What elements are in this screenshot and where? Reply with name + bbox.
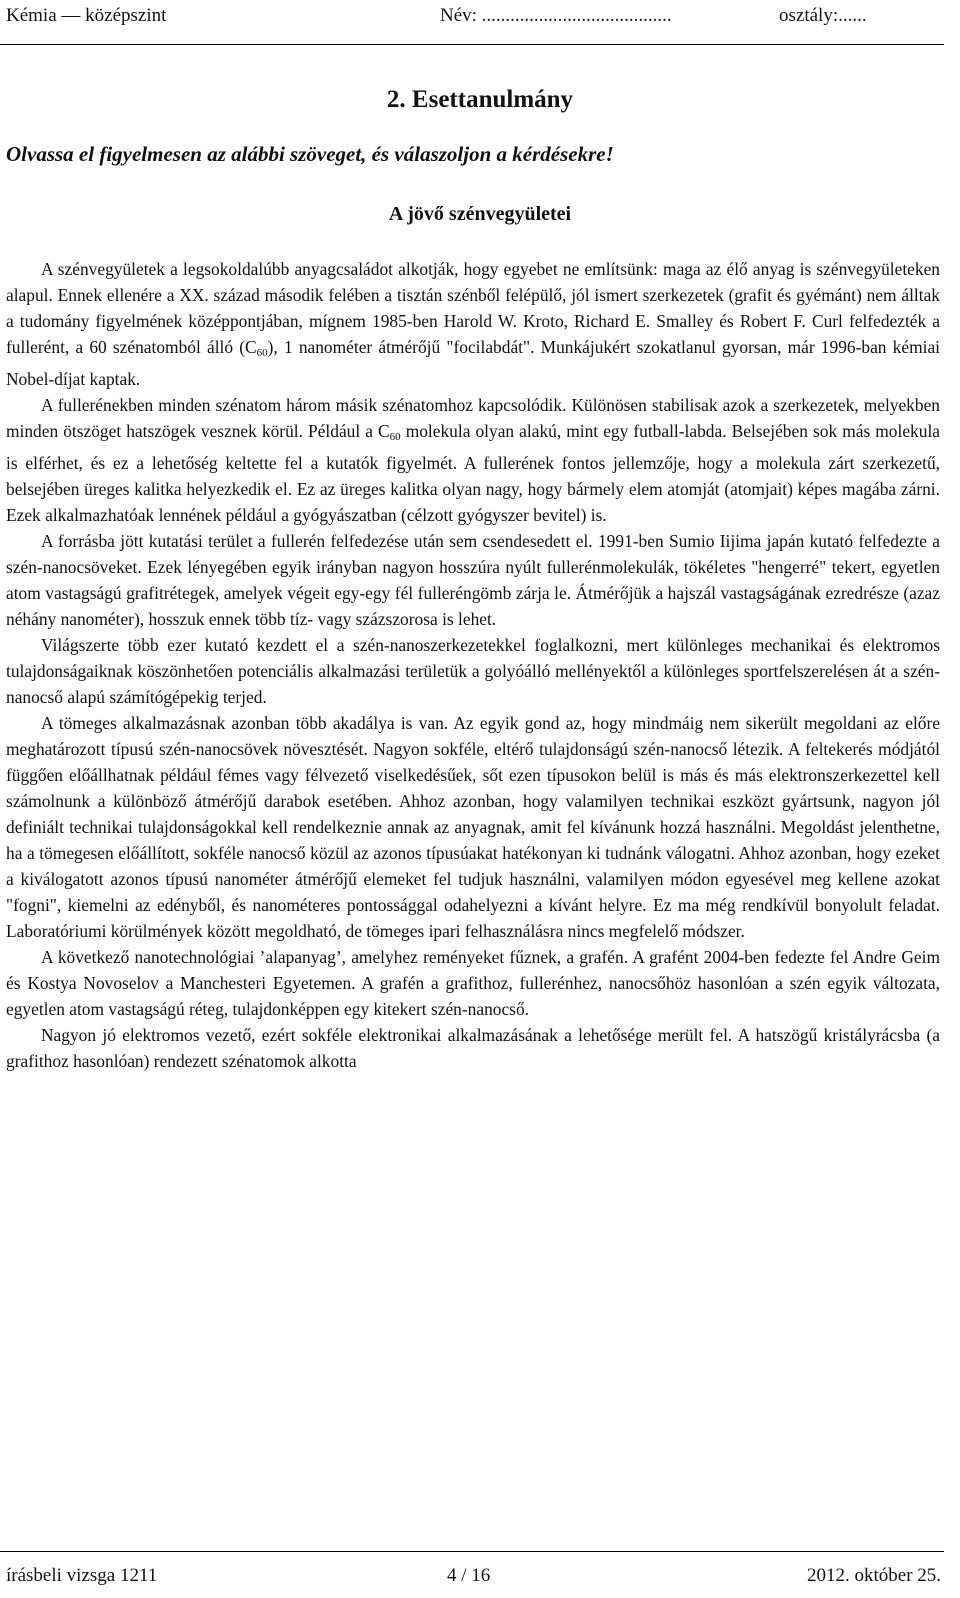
section-title: 2. Esettanulmány — [386, 86, 574, 113]
paragraph-1 — [6, 256, 940, 392]
paragraph-1-text-a: A szénvegyületek a legsokoldalúbb anyagcsaládot alkotják, hogy egyebet ne említsünk: maga az élő anyag is szénvegyületeken alapul. Ennek ellenére a XX. század második felében a tisztán szénből felépülő, jól ismert szerkezetek (grafit és gyémánt) nem álltak a tudomány figyelmének középpontjában, mígnem 1985-ben Harold W. Kroto, Richard E. Smalley és Robert F. Curl felfedezték a fullerént, a 60 szénatomból álló (C — [6, 259, 940, 357]
paragraph-4: Világszerte több ezer kutató kezdett el a szén-nanoszerkezetekkel foglalkozni, mert különleges mechanikai és elektromos tulajdonságaiknak köszönhetően potenciális alkalmazási területük a golyóálló mellényektől a különleges sportfelszerelésen át a szén-nanocső alapú számítógépekig terjed. — [6, 635, 940, 707]
article-title: A jövő szénvegyületei — [388, 203, 572, 225]
header-subject: Kémia — középszint — [6, 5, 167, 26]
paragraph-7: Nagyon jó elektromos vezető, ezért sokféle elektronikai alkalmazásának a lehetősége merült fel. A hatszögű kristályrácsba (a grafithoz hasonlóan) rendezett szénatomok alkotta — [6, 1025, 940, 1071]
paragraph-3: A forrásba jött kutatási terület a fullerén felfedezése után sem csendesedett el. 1991-ben Sumio Iijima japán kutató felfedezte a szén-nanocsöveket. Ezek lényegében egyik irányban nagyon hosszúra nyúlt fullerénmolekulák, tökéletes "hengerré" tekert, egyetlen atom vastagságú grafitrétegek, amelyek végeit egy-egy fél fulleréngömb zárja le. Átmérőjük a hajszál vastagságának ezredrésze (azaz néhány nanométer), hosszuk ennek több tíz- vagy százszorosa is lehet. — [6, 531, 940, 629]
paragraph-1-text-b: ), 1 nanométer átmérőjű "focilabdát". Munkájukért szokatlanul gyorsan, már 1996-ban kémiai Nobel-díjat kaptak. — [6, 337, 940, 389]
header-class-field: osztály:...... — [779, 5, 867, 26]
paragraph-2-text-a: A fullerénekben minden szénatom három másik szénatomhoz kapcsolódik. Különösen stabilisak azok a szerkezetek, melyekben minden ötszöget hatszögek vesznek körül. Például a C — [6, 395, 940, 441]
paragraph-5: A tömeges alkalmazásnak azonban több akadálya is van. Az egyik gond az, hogy mindmáig nem sikerült megoldani az előre meghatározott típusú szén-nanocsövek növesztését. Nagyon sokféle, eltérő tulajdonságú szén-nanocső létezik. A feltekerés módjától függően előállhatnak például fémes vagy félvezető viselkedésűek, sőt ezen típusokon belül is más és más elektronszerkezettel kell számolnunk a különböző átmérőjű darabok esetében. Ahhoz azonban, hogy valamilyen technikai eszközt gyártsunk, nagyon jól definiált technikai tulajdonságokkal kell rendelkeznie annak az anyagnak, amit fel kívánunk hozzá használni. Megoldást jelenthetne, ha a tömegesen előállított, sokféle nanocső közül az azonos típusúakat hatékonyan ki tudnánk válogatni. Ahhoz azonban, hogy ezeket a kiválogatott azonos típusú nanométer átmérőjű elemeket fel tudjuk használni, valamilyen módon egyesével meg kellene azokat "fogni", kiemelni az edényből, és nanométeres pontossággal odahelyezni a kívánt helyre. Ez ma még rendkívül bonyolult feladat. Laboratóriumi körülmények között megoldható, de tömeges ipari felhasználásra nincs megfelelő módszer. — [6, 713, 940, 941]
subscript-60: 60 — [389, 431, 401, 443]
instruction-text: Olvassa el figyelmesen az alábbi szöveget, és válaszoljon a kérdésekre! — [6, 142, 614, 166]
subscript-60: 60 — [256, 347, 268, 359]
footer-date: 2012. október 25. — [807, 1565, 942, 1586]
paragraph-2-text-b: molekula olyan alakú, mint egy futball-labda. Belsejében sok más molekula is elférhet, és ez a lehetőség keltette fel a kutatók figyelmét. A fullerének fontos jellemzője, hogy a molekula zárt szerkezetű, belsejében üreges kalitka helyezkedik el. Ez az üreges kalitka olyan nagy, hogy bármely elem atomját (atomjait) képes magába zárni. Ezek alkalmazhatóak lennének például a gyógyászatban (célzott gyógyszer bevitel) is. — [6, 421, 940, 525]
header-name-field: Név: ........................................ — [440, 5, 672, 26]
page-footer — [0, 1551, 944, 1598]
paragraph-6: A következő nanotechnológiai ’alapanyag’, amelyhez reményeket fűznek, a grafén. A grafént 2004-ben fedezte fel Andre Geim és Kostya Novoselov a Manchesteri Egyetemen. A grafén a grafithoz, fullerénhez, nanocsőhöz hasonlóan a szén egyik változata, egyetlen atom vastagságú réteg, tulajdonképpen egy kitekert szén-nanocső. — [6, 947, 940, 1019]
article-body — [6, 256, 940, 1074]
page-header — [0, 0, 944, 45]
footer-page-number: 4 / 16 — [447, 1565, 491, 1586]
paragraph-2 — [6, 392, 940, 528]
footer-exam-id: írásbeli vizsga 1211 — [6, 1565, 158, 1586]
